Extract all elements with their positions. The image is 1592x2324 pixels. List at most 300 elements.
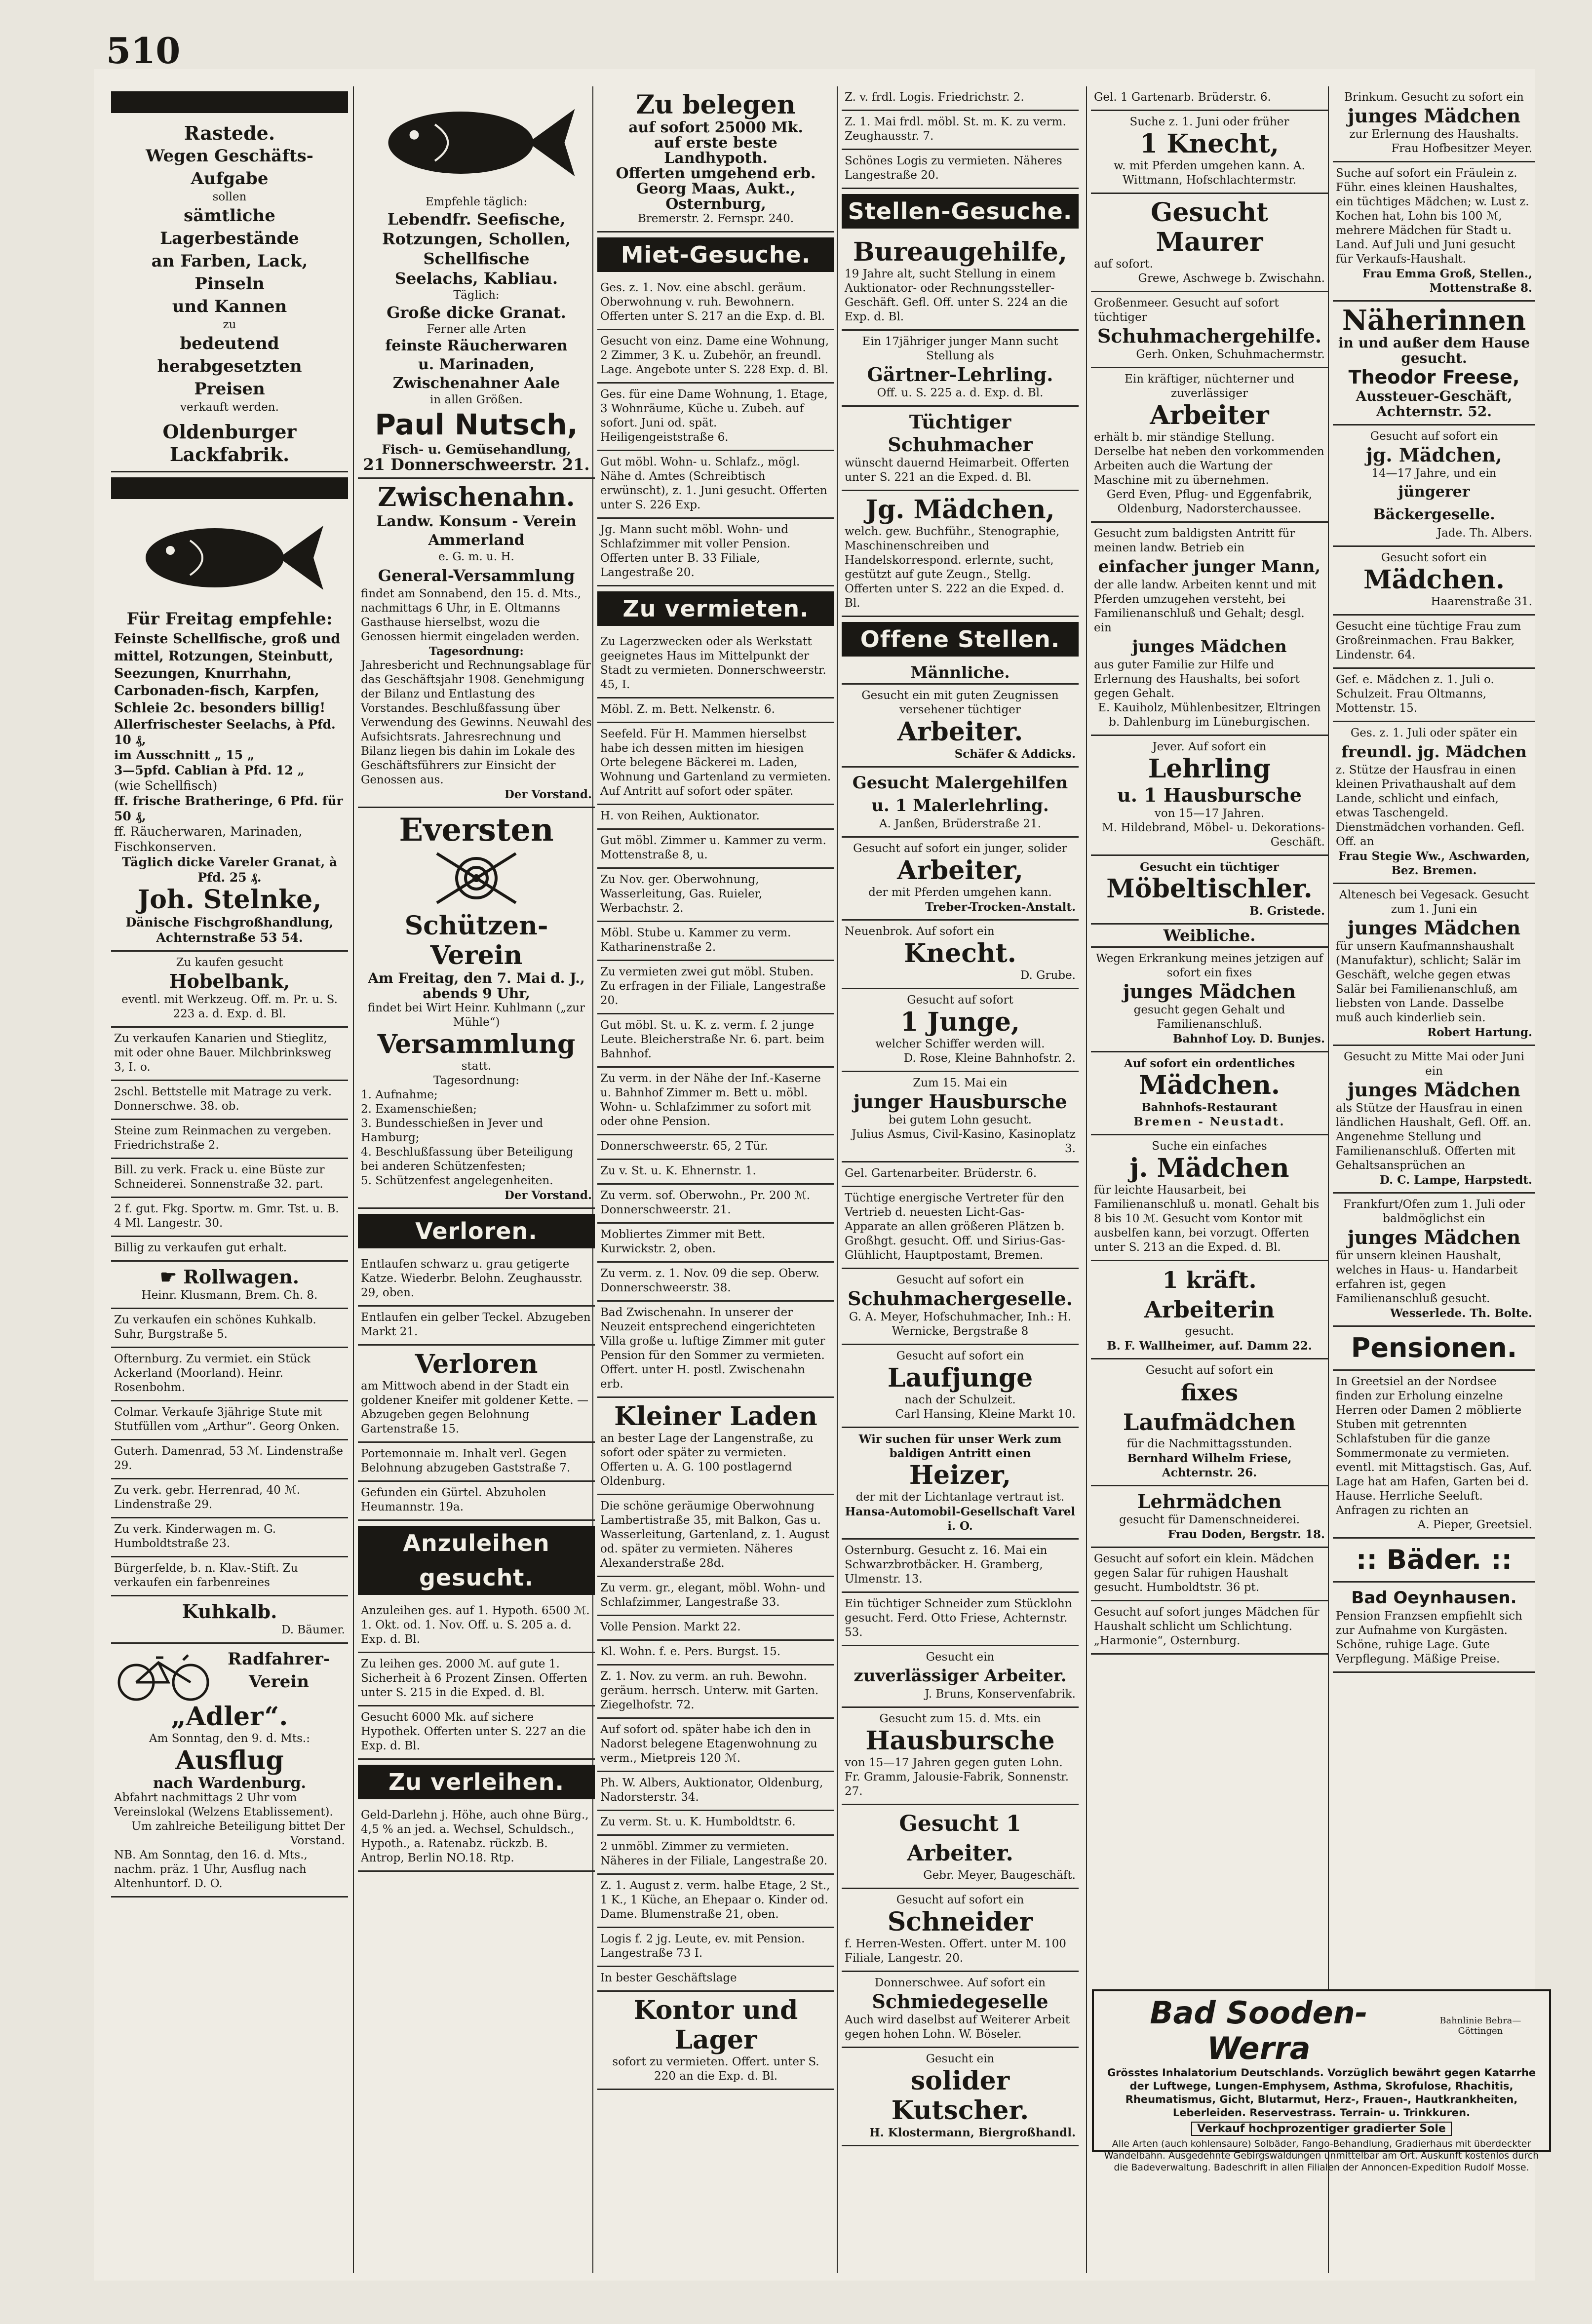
classified: Guterh. Damenrad, 53 ℳ. Lindenstraße 29.: [111, 1440, 348, 1479]
classified: Z. 1. August z. verm. halbe Etage, 2 St., 1 K., 1 Küche, an Ehepaar o. Kinder od. Dame. Blumenstraße 21, oben.: [597, 1875, 834, 1928]
ad-line: Zwischenahner Aale: [392, 375, 560, 392]
ad-line: Auch wird daselbst auf Weiterer Arbeit gegen hohen Lohn. W. Böseler.: [845, 2014, 1070, 2041]
ad-moebeltischler: [1091, 856, 1328, 925]
ad-laufjunge: [842, 1345, 1079, 1428]
ad-title: Schuhmachergeselle.: [848, 1287, 1073, 1310]
ad-junger-mann: [1091, 523, 1328, 736]
ad-text: Gesucht auf sofort ein: [896, 1350, 1024, 1362]
target-rifles-icon: [427, 849, 526, 908]
ad-freundl-maedchen: [1333, 722, 1535, 884]
classified: Z. 1. Nov. zu verm. an ruh. Bewohn. geräum. herrsch. Unterw. mit Garten. Ziegelhofstr. 72.: [597, 1666, 834, 1719]
ad-line: f. Herren-Westen. Offert. unter M. 100 Filiale, Langestr. 20.: [845, 1937, 1066, 1965]
column-6: [1333, 86, 1535, 2283]
ad-sign: J. Bruns, Konservenfabrik.: [925, 1688, 1076, 1701]
section-header-offene-stellen: Offene Stellen.: [842, 622, 1079, 657]
ad-line: statt.: [461, 1060, 492, 1073]
ad-schneider: [842, 1889, 1079, 1972]
ad-text: Suche ein einfaches: [1152, 1140, 1267, 1153]
ad-title-text: Rollwagen.: [183, 1266, 300, 1288]
ad-title: Kuhkalb.: [182, 1600, 277, 1623]
ad-eversten: [358, 808, 595, 1209]
ad-title: Bureaugehilfe,: [853, 237, 1068, 267]
ad-greetsiel: [1333, 1371, 1535, 1539]
ad-title: Lehrmädchen: [1137, 1490, 1282, 1512]
ad-line: der alle landw. Arbeiten kennt und mit Pferden umzugehen versteht, bei Familienanschluß und Gehalt; desgl. ein: [1094, 579, 1317, 634]
classified: Zu leihen ges. 2000 ℳ. auf gute 1. Sicherheit à 6 Prozent Zinsen. Offerten unter S. 215 in die Exped. d. Bl.: [358, 1653, 595, 1706]
ad-title: u. 1 Hausbursche: [1117, 784, 1302, 806]
ad-heizer: [842, 1428, 1079, 1540]
ad-schuhmachergehilfe: [1091, 292, 1328, 368]
ad-firm-sub: Fisch- u. Gemüsehandlung,: [382, 442, 571, 457]
classified: Zu v. St. u. K. Ehnernstr. 1.: [597, 1160, 834, 1185]
ad-place: findet bei Wirt Heinr. Kuhlmann („zur Mühle“): [367, 1002, 585, 1029]
ad-line: Rotzungen, Schollen,: [382, 230, 571, 248]
page-number: 510: [106, 30, 181, 72]
ad-bad-sooden-werra: [1092, 1989, 1551, 2173]
ad-sign: Bahnhof Loy. D. Bunjes.: [1173, 1032, 1325, 1046]
ad-text: Grösstes Inhalatorium Deutschlands. Vorzüglich bewährt gegen Katarrhe der Luftwege, Lungen-Emphysem, Asthma, Skrofulose, Rhachitis, Rheumatismus, Gicht, Blutarmut, Herz-, Frauen-, Hautkrankheiten, Leberleiden. Reservestrass. Terrain- u. Trinkkuren.: [1107, 2067, 1536, 2119]
classified: Osternburg. Gesucht z. 16. Mai ein Schwarzbrotbäcker. H. Gramberg, Ulmenstr. 13.: [842, 1540, 1079, 1593]
classified: Möbl. Stube u. Kammer zu verm. Katharinenstraße 2.: [597, 922, 834, 961]
classified: Gesucht auf sofort ein klein. Mädchen gegen Salar für ruhigen Haushalt gesucht. Humboldtstr. 36 pt.: [1091, 1548, 1328, 1601]
ad-sign: D. Grube.: [1020, 969, 1076, 982]
classified: Steine zum Reinmachen zu vergeben. Friedrichstraße 2.: [111, 1120, 348, 1159]
classified: Tüchtige energische Vertreter für den Vertrieb d. neuesten Licht-Gas-Apparate an allen größeren Plätzen b. Großhgt. gesucht. Off. und Sirius-Gas-Glühlicht, Hauptpostamt, Bremen.: [842, 1187, 1079, 1269]
bicycle-icon: [114, 1648, 213, 1702]
ad-title: Rastede.: [184, 122, 275, 144]
ad-event: Ausflug: [175, 1745, 284, 1776]
ad-text: Gesucht zum baldigsten Antritt für meinen landw. Betrieb ein: [1094, 527, 1295, 554]
ad-line: Lebendfr. Seefische,: [387, 210, 566, 229]
ad-maurer: [1091, 194, 1328, 292]
column-rule: [1328, 86, 1329, 2273]
ad-title: Verloren: [415, 1349, 538, 1379]
ad-sign: D. Bäumer.: [281, 1624, 345, 1636]
section-header-pensionen: Pensionen.: [1333, 1327, 1535, 1371]
ad-line: der mit der Lichtanlage vertraut ist.: [855, 1491, 1065, 1504]
ad-junge: [842, 989, 1079, 1072]
column-rule: [837, 86, 838, 2273]
ad-text: Altenesch bei Vegesack. Gesucht zum 1. Juni ein: [1339, 889, 1529, 916]
ad-title: Laufjunge: [887, 1363, 1033, 1393]
ad-date: Am Sonntag, den 9. d. Mts.:: [149, 1732, 310, 1745]
ad-line: Schellfische: [423, 249, 530, 268]
column-4: [842, 86, 1079, 2283]
ad-line: und Kannen: [172, 297, 287, 316]
ad-text: an bester Lage der Langenstraße, zu sofort oder später zu vermieten. Offerten u. A. G. 100 postlagernd Oldenburg.: [600, 1432, 814, 1488]
classified: Die schöne geräumige Oberwohnung Lambertistraße 35, mit Balkon, Gas u. Wasserleitung, Gartenland, z. 1. August od. später zu vermieten. Näheres Alexanderstraße 28d.: [597, 1495, 834, 1577]
ad-line: Täglich:: [453, 289, 500, 302]
classified: Gesucht von einz. Dame eine Wohnung, 2 Zimmer, 3 K. u. Zubehör, an freundl. Lage. Angebote unter S. 228 Exp. d. Bl.: [597, 330, 834, 384]
ad-maedchen-bahnhof: [1091, 1052, 1328, 1135]
ad-maler: [842, 768, 1079, 838]
section-header-miet-gesuche: Miet-Gesuche.: [597, 237, 834, 272]
ad-title: Hobelbank,: [169, 970, 290, 992]
classified: Ges. z. 1. Nov. eine abschl. geräum. Oberwohnung v. ruh. Bewohnern. Offerten unter S. 217 an die Exp. d. Bl.: [597, 277, 834, 330]
ad-sign: Der Vorstand.: [504, 788, 592, 801]
ad-title: junges Mädchen: [1347, 917, 1521, 939]
ad-arbeiterin: [1091, 1261, 1328, 1359]
ad-zuverlaessiger-arbeiter: [842, 1646, 1079, 1708]
section-header-verloren: Verloren.: [358, 1214, 595, 1248]
ad-line: Bremerstr. 2. Fernspr. 240.: [637, 212, 794, 225]
ad-agenda-item: 5. Schützenfest angelegenheiten.: [361, 1174, 553, 1187]
ad-line: für die Nachmittagsstunden.: [1126, 1437, 1292, 1450]
classified: In bester Geschäftslage: [597, 1967, 834, 1992]
ad-line: Seelachs, Kabliau.: [394, 269, 558, 288]
ad-line: Heinr. Klusmann, Brem. Ch. 8.: [141, 1289, 318, 1302]
ad-title: 1 Knecht,: [1140, 129, 1279, 159]
column-1: [111, 86, 348, 2283]
section-header-verleihen: Zu verleihen.: [358, 1765, 595, 1799]
ad-text: Zum 15. Mai ein: [913, 1077, 1008, 1089]
ad-sign: Carl Hansing, Kleine Markt 10.: [895, 1408, 1076, 1421]
ad-text: Jever. Auf sofort ein: [1152, 740, 1267, 753]
ad-text: Großenmeer. Gesucht auf sofort tüchtiger: [1094, 297, 1279, 324]
ad-text: In Greetsiel an der Nordsee finden zur Erholung einzelne Herren oder Damen 2 möblierte Stuben mit getrennten Schlafstuben für die ganze Sommermonate zu vermieten. eventl. mit Mittagstisch. Gas, Auf. Lage hat am Hafen, Garten bei d. Hause. Herrliche Seeluft. Anfragen zu richten an: [1336, 1375, 1532, 1517]
ad-title: junges Mädchen: [1347, 105, 1521, 127]
column-rule: [353, 86, 354, 2273]
ad-text: Neuenbrok. Auf sofort ein: [845, 925, 995, 938]
ad-sign: Frau Hofbesitzer Meyer.: [1391, 142, 1532, 155]
ad-title: Lehrling: [1148, 754, 1271, 784]
ad-title: Eversten: [399, 812, 554, 849]
ad-club: Schützen-Verein: [404, 911, 548, 970]
ad-hausbursche-2: [842, 1708, 1079, 1805]
ad-title: zuverlässiger Arbeiter.: [854, 1666, 1067, 1686]
ad-line: welcher Schiffer werden will.: [875, 1038, 1045, 1050]
ad-sign: A. Janßen, Brüderstraße 21.: [879, 817, 1042, 830]
classified: Zu verm. sof. Oberwohn., Pr. 200 ℳ. Donnerschweerstr. 21.: [597, 1185, 834, 1224]
ad-kutscher: [842, 2048, 1079, 2146]
ad-title: Möbeltischler.: [1106, 874, 1313, 904]
ad-title: Schneider: [887, 1907, 1033, 1937]
classified: Zu vermieten zwei gut möbl. Stuben. Zu erfragen in der Filiale, Langestraße 20.: [597, 961, 834, 1014]
ad-line: Preisen: [194, 379, 265, 399]
ad-sign: Treber-Trocken-Anstalt.: [925, 900, 1076, 914]
ad-sign: M. Hildebrand, Möbel- u. Dekorations-Geschäft.: [1102, 821, 1325, 849]
classified: Gel. Gartenarbeiter. Brüderstr. 6.: [842, 1162, 1079, 1187]
ad-knecht-wittmann: [1091, 111, 1328, 194]
black-bar: [111, 477, 348, 499]
ad-line: auf sofort 25000 Mk.: [628, 119, 803, 136]
classified: Portemonnaie m. Inhalt verl. Gegen Belohnung abzugeben Gaststraße 7.: [358, 1443, 595, 1482]
classified: Ges. für eine Dame Wohnung, 1. Etage, 3 Wohnräume, Küche u. Zubeh. auf sofort. Juni od. spät. Heiligengeiststraße 6.: [597, 384, 834, 451]
black-bar: [111, 91, 348, 113]
ad-line: Georg Maas, Aukt.,: [636, 180, 796, 197]
fish-icon: [373, 93, 580, 192]
ad-line: ff. Räucherwaren, Marinaden, Fischkonserven.: [114, 824, 303, 854]
ad-line: Täglich dicke Vareler Granat, à Pfd. 25 ₰.: [121, 855, 338, 885]
classified: Auf sofort od. später habe ich den in Nadorst belegene Etagenwohnung zu verm., Mietpreis 120 ℳ.: [597, 1719, 834, 1772]
ad-text: Suche z. 1. Juni oder früher: [1129, 116, 1289, 128]
column-2: [358, 86, 595, 2283]
ad-title: Radfahrer-Verein: [228, 1649, 330, 1692]
ad-sign: Schäfer & Addicks.: [954, 747, 1076, 761]
ad-line: für unsern kleinen Haushalt, welches in Haus- u. Handarbeit erfahren ist, gegen Familienanschluß gesucht.: [1336, 1249, 1518, 1305]
classified: Zu verkaufen Kanarien und Stieglitz, mit oder ohne Bauer. Milchbrinksweg 3, I. o.: [111, 1028, 348, 1081]
ad-text: Pension Franzsen empfiehlt sich zur Aufnahme von Kurgästen. Schöne, ruhige Lage. Gute Verpflegung. Mäßige Preise.: [1336, 1610, 1522, 1666]
ad-address: Achternstraße 53 54.: [156, 930, 303, 945]
ad-sign: Frau Doden, Bergstr. 18.: [1167, 1528, 1325, 1541]
ad-line: 14—17 Jahre, und ein: [1371, 467, 1497, 480]
ad-firm: Theodor Freese,: [1348, 366, 1520, 388]
ad-title: 1 kräft. Arbeiterin: [1144, 1267, 1275, 1323]
ad-bureaugehilfe: [842, 233, 1079, 331]
ad-text: 19 Jahre alt, sucht Stellung in einem Auktionator- oder Rechnungssteller-Geschäft. Gefl. Off. unter S. 224 an die Exp. d. Bl.: [845, 268, 1068, 323]
ad-text: Suche auf sofort ein Fräulein z. Führ. eines kleinen Haushaltes, ein tüchtiges Mädchen; w. Lust z. Kochen hat, Lohn bis 100 ℳ, mehrere Mädchen für Stadt u. Land. Auf Juli und Juni gesucht für Verkaufs-Haushalt.: [1336, 167, 1529, 266]
ad-sign: B. F. Wallheimer, auf. Damm 22.: [1107, 1339, 1312, 1353]
ad-sign: Hansa-Automobil-Gesellschaft Varel i. O.: [845, 1505, 1076, 1533]
ad-text: Gesucht sofort ein: [1381, 551, 1487, 564]
ad-text: Brinkum. Gesucht zu sofort ein: [1344, 91, 1524, 104]
classified: Gel. 1 Gartenarb. Brüderstr. 6.: [1091, 86, 1328, 111]
classified: Volle Pension. Markt 22.: [597, 1616, 834, 1641]
classified: Seefeld. Für H. Mammen hierselbst habe ich dessen mitten im hiesigen Orte belegene Bäckerei m. Laden, Wohnung und Gartenland zu vermieten. Auf Antritt auf sofort oder später.: [597, 723, 834, 805]
ad-radfahrer: [111, 1644, 348, 1898]
classified: Gut möbl. Wohn- u. Schlafz., mögl. Nähe d. Amtes (Schreibtisch erwünscht), z. 1. Juni gesucht. Offerten unter S. 226 Exp.: [597, 451, 834, 519]
classified: Bill. zu verk. Frack u. eine Büste zur Schneiderei. Sonnenstraße 32. part.: [111, 1159, 348, 1198]
ad-title: freundl. jg. Mädchen: [1341, 742, 1527, 761]
ad-hobelbank: [111, 952, 348, 1028]
ad-title: junges Mädchen: [1132, 637, 1287, 657]
ad-line: zu: [223, 318, 236, 331]
ad-title: jg. Mädchen,: [1366, 444, 1502, 466]
section-header-anzuleihen: Anzuleihen gesucht.: [358, 1526, 595, 1595]
classified: Gef. e. Mädchen z. 1. Juli o. Schulzeit. Frau Oltmanns, Mottenstr. 15.: [1333, 669, 1535, 722]
ad-line: erhält b. mir ständige Stellung. Derselbe hat neben den vorkommenden Arbeiten auch die Wartung der Maschine mit zu übernehmen.: [1094, 431, 1324, 487]
ad-line: in und außer dem Hause gesucht.: [1338, 335, 1530, 366]
ad-firm: Paul Nutsch,: [375, 408, 578, 441]
ad-line: w. mit Pferden umgehen kann. A. Wittmann, Hofschlachtermstr.: [1114, 159, 1305, 187]
ad-title: Zu belegen: [636, 90, 796, 120]
ad-firm: Oldenburger Lackfabrik.: [162, 421, 297, 465]
classified: Zu verm. St. u. K. Humboldtstr. 6.: [597, 1811, 834, 1836]
classified: Gefunden ein Gürtel. Abzuholen Heumannstr. 19a.: [358, 1482, 595, 1521]
ad-sign: H. Klostermann, Biergroßhandl.: [869, 2126, 1076, 2139]
classified: Bürgerfelde, b. n. Klav.-Stift. Zu verkaufen ein farbenreines: [111, 1557, 348, 1596]
section-header-baeder: :: Bäder. ::: [1333, 1539, 1535, 1583]
ad-knecht: [842, 921, 1079, 989]
ad-line: nach der Schulzeit.: [904, 1394, 1016, 1406]
classified: Mobliertes Zimmer mit Bett. Kurwickstr. 2, oben.: [597, 1224, 834, 1263]
ad-line: Off. u. S. 225 a. d. Exp. d. Bl.: [877, 387, 1044, 399]
ad-text: Gesucht auf sofort ein: [896, 1894, 1024, 1906]
ad-sign: Gerd Even, Pflug- und Eggenfabrik, Oldenburg, Nadorsterchaussee.: [1106, 488, 1313, 515]
ad-line: Abfahrt nachmittags 2 Uhr vom Vereinslokal (Welzens Etablissement).: [114, 1791, 333, 1819]
ad-agenda-head: Tagesordnung:: [433, 1074, 519, 1087]
ad-firm-sub: Dänische Fischgroßhandlung,: [125, 915, 334, 930]
ad-sign: Jade. Th. Albers.: [1437, 527, 1532, 540]
classified: 2schl. Bettstelle mit Matrage zu verk. Donnerschwe. 38. ob.: [111, 1081, 348, 1120]
ad-line: als Stütze der Hausfrau in einen ländlichen Haushalt, Gefl. Off. an. Angenehme Stellung und Familienanschluß. Offerten mit Gehaltsansprüchen an: [1336, 1102, 1531, 1172]
ad-address: 21 Donnerschweerstr. 21.: [363, 455, 590, 474]
ad-sign: E. Kauiholz, Mühlenbesitzer, Eltringen b. Dahlenburg im Lüneburgischen.: [1098, 701, 1321, 729]
ad-sign: Frau Emma Groß, Stellen., Mottenstraße 8.: [1362, 267, 1532, 295]
ad-line: für unsern Kaufmannshaushalt (Manufaktur), schlicht; Salär im Geschäft, welche gegen etwas Salär bei Familienanschluß, am liebsten von Lande. Dasselbe muß auch kinderlieb sein.: [1336, 940, 1521, 1024]
ad-kuhkalb: [111, 1596, 348, 1644]
classified: Billig zu verkaufen gut erhalt.: [111, 1237, 348, 1262]
ad-line: feinste Räucherwaren: [385, 337, 568, 354]
ad-line: bedeutend herabgesetzten: [157, 334, 302, 376]
ad-agenda-item: 4. Beschlußfassung über Beteiligung bei anderen Schützenfesten;: [361, 1146, 574, 1173]
ad-line: sämtliche Lagerbestände: [160, 206, 299, 248]
ad-line: Ferner alle Arten: [427, 323, 526, 336]
ad-jg-maedchen-albers: [1333, 426, 1535, 547]
ad-title: Schuhmachergehilfe.: [1097, 325, 1322, 347]
ad-text: Gesucht auf sofort: [907, 994, 1013, 1007]
column-rule: [1086, 86, 1087, 2273]
ad-agenda-item: 2. Examenschießen;: [361, 1103, 477, 1116]
classified: Zu Lagerzwecken oder als Werkstatt geeignetes Haus im Mittelpunkt der Stadt zu vermieten. Donnerschweerstr. 45, I.: [597, 631, 834, 698]
ad-sign: Grewe, Aschwege b. Zwischahn.: [1138, 272, 1325, 285]
ad-title: Näherinnen: [1342, 304, 1526, 337]
ad-text: wünscht dauernd Heimarbeit. Offerten unter S. 221 an die Exped. d. Bl.: [845, 457, 1069, 484]
ad-fish-stelnke: [111, 504, 348, 952]
ad-text: Auf sofort ein ordentliches: [1124, 1057, 1295, 1070]
ad-firm: Joh. Stelnke,: [137, 885, 322, 915]
classified: Zu verm. in der Nähe der Inf.-Kaserne u. Bahnhof Zimmer m. Bett u. möbl. Wohn- u. Schlafzimmer zu sofort mit oder ohne Pension.: [597, 1068, 834, 1135]
ad-title: solider Kutscher.: [891, 2066, 1029, 2126]
ad-sign: D. C. Lampe, Harpstedt.: [1380, 1173, 1532, 1187]
ad-title: einfacher junger Mann,: [1098, 557, 1321, 577]
classified: Bad Zwischenahn. In unserer der Neuzeit entsprechend eingerichteten Villa große u. luftige Zimmer mit guter Pension für den Sommer zu vermieten. Offert. unter H. postl. Zwischenahn erb.: [597, 1302, 834, 1398]
ad-sign: A. Pieper, Greetsiel.: [1417, 1518, 1532, 1531]
ad-line: Um zahlreiche Beteiligung bittet Der Vorstand.: [131, 1820, 345, 1847]
classified: Jg. Mann sucht möbl. Wohn- und Schlafzimmer mit voller Pension. Offerten unter B. 33 Filiale, Langestraße 20.: [597, 519, 834, 586]
ad-text: Ein 17jähriger junger Mann sucht Stellung als: [862, 335, 1058, 362]
ad-text: Gesucht ein: [926, 1651, 995, 1664]
classified: Gesucht eine tüchtige Frau zum Großreinmachen. Frau Bakker, Lindenstr. 64.: [1333, 616, 1535, 669]
classified: Gesucht 6000 Mk. auf sichere Hypothek. Offerten unter S. 227 an die Exp. d. Bl.: [358, 1706, 595, 1760]
ad-altenesch: [1333, 884, 1535, 1046]
ad-text: Ges. z. 1. Juli oder später ein: [1350, 727, 1518, 739]
ad-line: (wie Schellfisch): [114, 778, 218, 793]
ad-line: im Ausschnitt „ 15 „: [114, 748, 255, 762]
classified: 2 f. gut. Fkg. Sportw. m. Gmr. Tst. u. B. 4 Ml. Langestr. 30.: [111, 1198, 348, 1237]
classified: Colmar. Verkaufe 3jährige Stute mit Stutfüllen vom „Arthur“. Georg Onken.: [111, 1401, 348, 1440]
ad-line: z. Stütze der Hausfrau in einen kleinen Privathaushalt auf dem Lande, schlicht und einfach, etwas Taschengeld. Dienstmädchen vorhanden. Gefl. Off. an: [1336, 764, 1525, 848]
ad-sign: Bernhard Wilhelm Friese, Achternstr. 26.: [1127, 1452, 1292, 1479]
ad-brinkum: [1333, 86, 1535, 162]
ad-line: aus guter Familie zur Hilfe und Erlernung des Haushalts, bei sofort gegen Gehalt.: [1094, 658, 1300, 700]
ad-date: Am Freitag, den 7. Mai d. J., abends 9 Uhr,: [368, 970, 585, 1002]
classified: Möbl. Z. m. Bett. Nelkenstr. 6.: [597, 698, 834, 723]
ad-sign: Bremen - Neustadt.: [1133, 1115, 1285, 1128]
ad-line: zur Erlernung des Haushalts.: [1349, 128, 1519, 141]
ad-hausbursche: [842, 1072, 1079, 1162]
ad-title: Bad Sooden-Werra: [1150, 1995, 1368, 2066]
ad-title: Arbeiter,: [897, 855, 1023, 886]
ad-arbeiter-3: [842, 1805, 1079, 1889]
classified: Zu verk. gebr. Herrenrad, 40 ℳ. Lindenstraße 29.: [111, 1479, 348, 1518]
ad-line: bei gutem Lohn gesucht.: [889, 1114, 1032, 1126]
ad-line: von 15—17 Jahren gegen guten Lohn. Fr. Gramm, Jalousie-Fabrik, Sonnenstr. 27.: [845, 1756, 1069, 1798]
section-header-stellen-gesuche: Stellen-Gesuche.: [842, 194, 1079, 229]
ad-oeynhausen: [1333, 1583, 1535, 1673]
ad-sign: B. Gristede.: [1249, 904, 1325, 918]
ad-agenda-head: Tagesordnung:: [429, 645, 524, 658]
classified: Gut möbl. St. u. K. z. verm. f. 2 junge Leute. Bleicherstraße Nr. 6. part. beim Bahnhof.: [597, 1014, 834, 1068]
pointing-hand-icon: ☛: [159, 1266, 184, 1288]
ad-text: Wegen Erkrankung meines jetzigen auf sofort ein fixes: [1096, 952, 1323, 979]
ad-line: 3—5pfd. Cablian à Pfd. 12 „: [114, 763, 305, 777]
ad-sign: Robert Hartung.: [1427, 1026, 1532, 1039]
ad-title: Knecht.: [904, 938, 1016, 968]
ad-laufmaedchen: [1091, 1359, 1328, 1486]
ad-line: Feinste Schellfische, groß und mittel, Rotzungen, Steinbutt, Seezungen, Knurrhahn, Carbonaden-fisch, Karpfen, Schleie 2c. besonders billig!: [114, 631, 341, 716]
ad-destination: nach Wardenburg.: [153, 1775, 306, 1792]
ad-title: Tüchtiger Schuhmacher: [888, 411, 1033, 456]
ad-sign: D. Rose, Kleine Bahnhofstr. 2.: [903, 1052, 1076, 1065]
ad-title: Arbeiter.: [897, 717, 1023, 747]
ad-lehrmaedchen: [1091, 1486, 1328, 1548]
classified: 2 unmöbl. Zimmer zu vermieten. Näheres in der Filiale, Langestraße 20.: [597, 1836, 834, 1875]
ad-rastede: [111, 118, 348, 472]
classified: Donnerschweerstr. 65, 2 Tür.: [597, 1135, 834, 1160]
ad-belegen: [597, 86, 834, 232]
ad-title: j. Mädchen: [1129, 1153, 1289, 1183]
ad-address: Achternstr. 52.: [1376, 403, 1492, 420]
ad-meeting: Versammlung: [377, 1029, 576, 1059]
ad-line: Offerten umgehend erb.: [616, 165, 816, 182]
ad-gaertner: [842, 331, 1079, 407]
classified: Ofternburg. Zu vermiet. ein Stück Ackerland (Moorland). Heinr. Rosenbohm.: [111, 1348, 348, 1401]
ad-sign: Gebr. Meyer, Baugeschäft.: [923, 1869, 1076, 1882]
ad-sign: Julius Asmus, Civil-Kasino, Kasinoplatz 3.: [852, 1128, 1076, 1155]
ad-box: Verkauf hochprozentiger gradierter Sole: [1191, 2122, 1452, 2136]
ad-line: für leichte Hausarbeit, bei Familienanschluß u. monatl. Gehalt bis 8 bis 10 ℳ. Gesucht vom Kontor mit ausbelfen kann, bei vorzugt. Offerten unter S. 213 an die Exped. d. Bl.: [1094, 1184, 1320, 1254]
classified: Ph. W. Albers, Auktionator, Oldenburg, Nadorsterstr. 34.: [597, 1772, 834, 1811]
subsection-weibliche: Weibliche.: [1091, 925, 1328, 948]
ad-line: u. Marinaden,: [418, 356, 535, 373]
fish-icon: [131, 511, 328, 605]
ad-title: Gesucht 1 Arbeiter.: [899, 1811, 1021, 1866]
classified: Entlaufen ein gelber Teckel. Abzugeben Markt 21.: [358, 1307, 595, 1346]
ad-junges-maedchen-loy: [1091, 948, 1328, 1052]
ad-line: Empfehle täglich:: [425, 195, 528, 208]
ad-sign: Der Vorstand.: [504, 1189, 592, 1202]
ad-title: Hausbursche: [865, 1726, 1055, 1756]
classified: Zu Nov. ger. Oberwohnung, Wasserleitung, Gas. Ruieler, Werbachstr. 2.: [597, 869, 834, 922]
ad-text: Gesucht zum 15. d. Mts. ein: [879, 1712, 1041, 1725]
column-5: [1091, 86, 1328, 2283]
ad-text: Ein kräftiger, nüchterner und zuverlässiger: [1125, 373, 1294, 400]
ad-line: Zu kaufen gesucht: [176, 956, 283, 969]
ad-line: Osternburg,: [665, 195, 766, 213]
ad-title: Heizer,: [909, 1460, 1011, 1490]
ad-schuhmacher: [842, 407, 1079, 491]
ad-schmiedegeselle: [842, 1972, 1079, 2048]
classified: Ein tüchtiger Schneider zum Stücklohn gesucht. Ferd. Otto Friese, Achternstr. 53.: [842, 1593, 1079, 1646]
ad-title: Bad Oeynhausen.: [1351, 1588, 1517, 1608]
ad-text: Wir suchen für unser Werk zum baldigen Antritt einen: [858, 1433, 1062, 1460]
ad-line: eventl. mit Werkzeug. Off. m. Pr. u. S. 223 a. d. Exp. d. Bl.: [121, 993, 338, 1020]
classified: Anzuleihen ges. auf 1. Hypoth. 6500 ℳ. 1. Okt. od. 1. Nov. Off. u. S. 205 a. d. Exp. d. Bl.: [358, 1600, 595, 1653]
classified: H. von Reihen, Auktionator.: [597, 805, 834, 830]
ad-title: 1 Junge,: [900, 1007, 1020, 1037]
classified: Kl. Wohn. f. e. Pers. Burgst. 15.: [597, 1641, 834, 1666]
ad-line: Für Freitag empfehle:: [126, 609, 333, 629]
ad-title: junges Mädchen: [1347, 1226, 1521, 1248]
classified: Zu verm. gr., elegant, möbl. Wohn- und Schlafzimmer, Langestraße 33.: [597, 1577, 834, 1616]
ad-line: Haarenstraße 31.: [1431, 595, 1532, 608]
ad-text: Alle Arten (auch kohlensaure) Solbäder, Fango-Behandlung, Gradierhaus mit überdeckter Wandelbahn. Ausgedehnte Gebirgswaldungen unmittelbar am Ort. Auskunft kostenlos durch die Badeverwaltung. Badeschrift in allen Filialen der Annoncen-Expedition Rudolf Mosse.: [1104, 2138, 1539, 2173]
ad-text: Gesucht ein: [926, 2053, 995, 2065]
ad-meeting: General-Versammlung: [378, 566, 575, 585]
ad-arbeiter-even: [1091, 368, 1328, 523]
ad-line: gesucht.: [1185, 1325, 1234, 1338]
